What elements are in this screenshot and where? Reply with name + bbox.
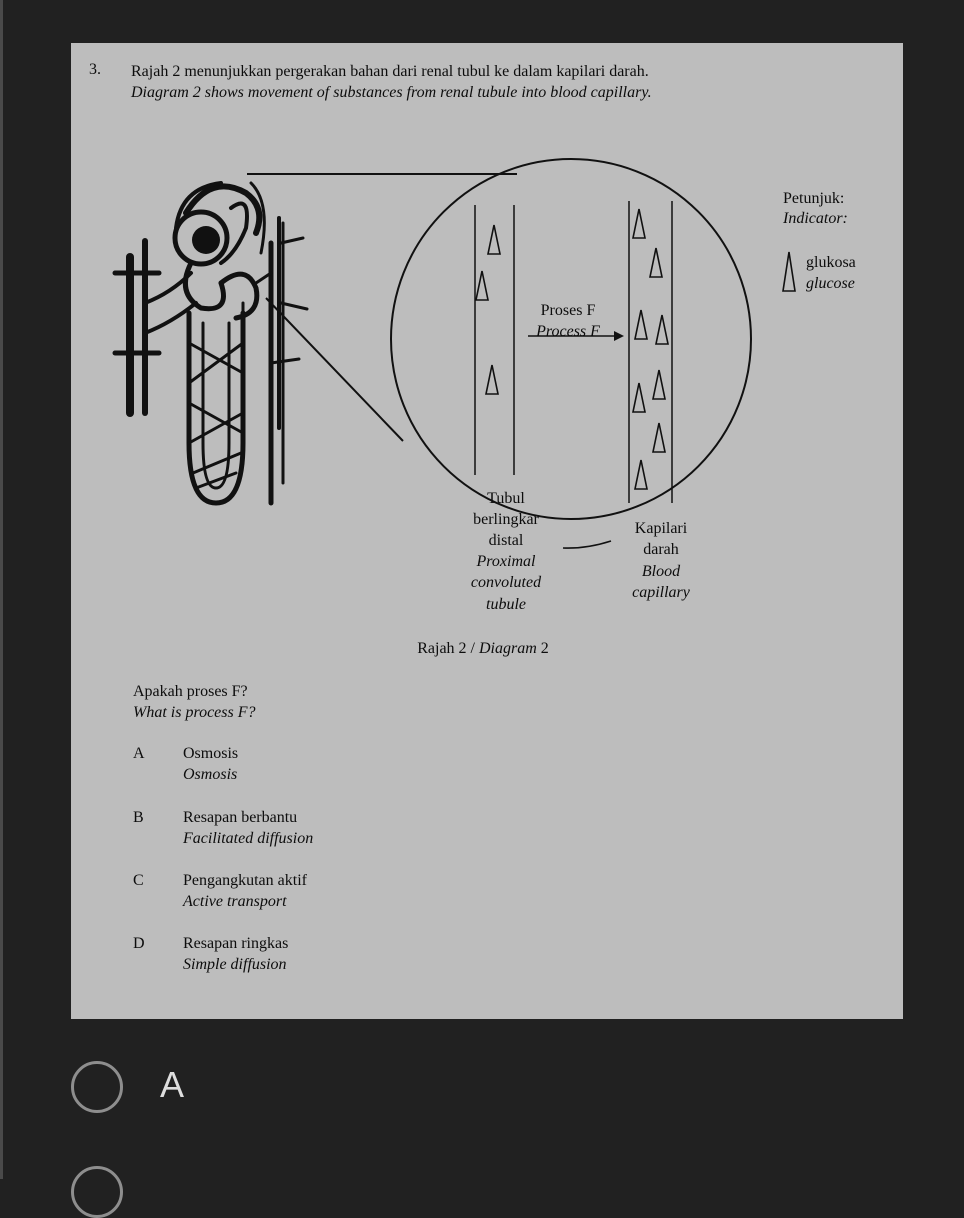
nephron-illustration bbox=[115, 183, 307, 503]
tubule-label-line-2: berlingkar bbox=[473, 511, 539, 528]
indicator-label-english: Indicator: bbox=[783, 210, 848, 227]
option-text-english: Facilitated diffusion bbox=[183, 830, 314, 847]
caption-number: 2 bbox=[536, 640, 549, 657]
option-letter: C bbox=[133, 872, 144, 889]
capillary-label-line-1: Kapilari bbox=[634, 520, 688, 537]
option-text-malay: Osmosis bbox=[183, 745, 239, 762]
answer-a-label[interactable]: A bbox=[160, 1064, 185, 1105]
capillary-label-line-2: darah bbox=[643, 541, 679, 558]
question-stem-malay: Rajah 2 menunjukkan pergerakan bahan dari renal tubul ke dalam kapilari darah. bbox=[131, 63, 649, 80]
option-text-english: Simple diffusion bbox=[183, 956, 287, 973]
glucose-molecules-tubule bbox=[476, 225, 500, 394]
question-stem-english: Diagram 2 shows movement of substances from renal tubule into blood capillary. bbox=[131, 84, 652, 101]
tubule-label bbox=[471, 490, 542, 613]
tubule-label-line-1: Tubul bbox=[487, 490, 525, 507]
question-number: 3. bbox=[89, 61, 101, 78]
next-answer-radio[interactable] bbox=[71, 1166, 123, 1218]
glucose-legend-english: glucose bbox=[806, 275, 855, 292]
diagram-caption bbox=[417, 640, 549, 657]
glucose-molecules-capillary bbox=[633, 209, 668, 489]
process-arrowhead bbox=[614, 331, 624, 341]
caption-english: Diagram bbox=[478, 640, 537, 657]
caption-malay: Rajah 2 / bbox=[417, 640, 479, 657]
tubule-label-english-2: convoluted bbox=[470, 574, 542, 591]
process-label-malay: Proses F bbox=[540, 302, 596, 319]
capillary-label-english-2: capillary bbox=[632, 584, 690, 601]
option-text-malay: Pengangkutan aktif bbox=[183, 872, 307, 889]
tubule-label-line-3: distal bbox=[488, 532, 524, 549]
question-image bbox=[71, 43, 903, 1019]
indicator-label-malay: Petunjuk: bbox=[783, 190, 845, 207]
option-text-malay: Resapan ringkas bbox=[183, 935, 289, 952]
capillary-label-english-1: Blood bbox=[641, 563, 681, 580]
prompt-english: What is process F? bbox=[133, 704, 256, 721]
capillary-pointer-line bbox=[563, 541, 611, 548]
glucose-legend-malay: glukosa bbox=[806, 254, 856, 271]
answer-a-radio[interactable] bbox=[71, 1061, 123, 1113]
capillary-label bbox=[632, 520, 691, 601]
process-label-english: Process F bbox=[536, 323, 600, 340]
question-prompt bbox=[133, 681, 256, 723]
window-edge bbox=[0, 0, 3, 1179]
tubule-label-english-1: Proximal bbox=[476, 553, 536, 570]
option-letter: D bbox=[133, 935, 145, 952]
option-letter: B bbox=[133, 809, 144, 826]
zoom-line-bottom bbox=[266, 298, 403, 441]
option-text-english: Active transport bbox=[183, 893, 287, 910]
option-text-english: Osmosis bbox=[183, 766, 238, 783]
prompt-malay: Apakah proses F? bbox=[133, 683, 248, 700]
tubule-label-english-3: tubule bbox=[486, 596, 526, 613]
option-text-malay: Resapan berbantu bbox=[183, 809, 298, 826]
option-letter: A bbox=[133, 745, 145, 762]
glucose-legend-icon bbox=[783, 252, 795, 291]
